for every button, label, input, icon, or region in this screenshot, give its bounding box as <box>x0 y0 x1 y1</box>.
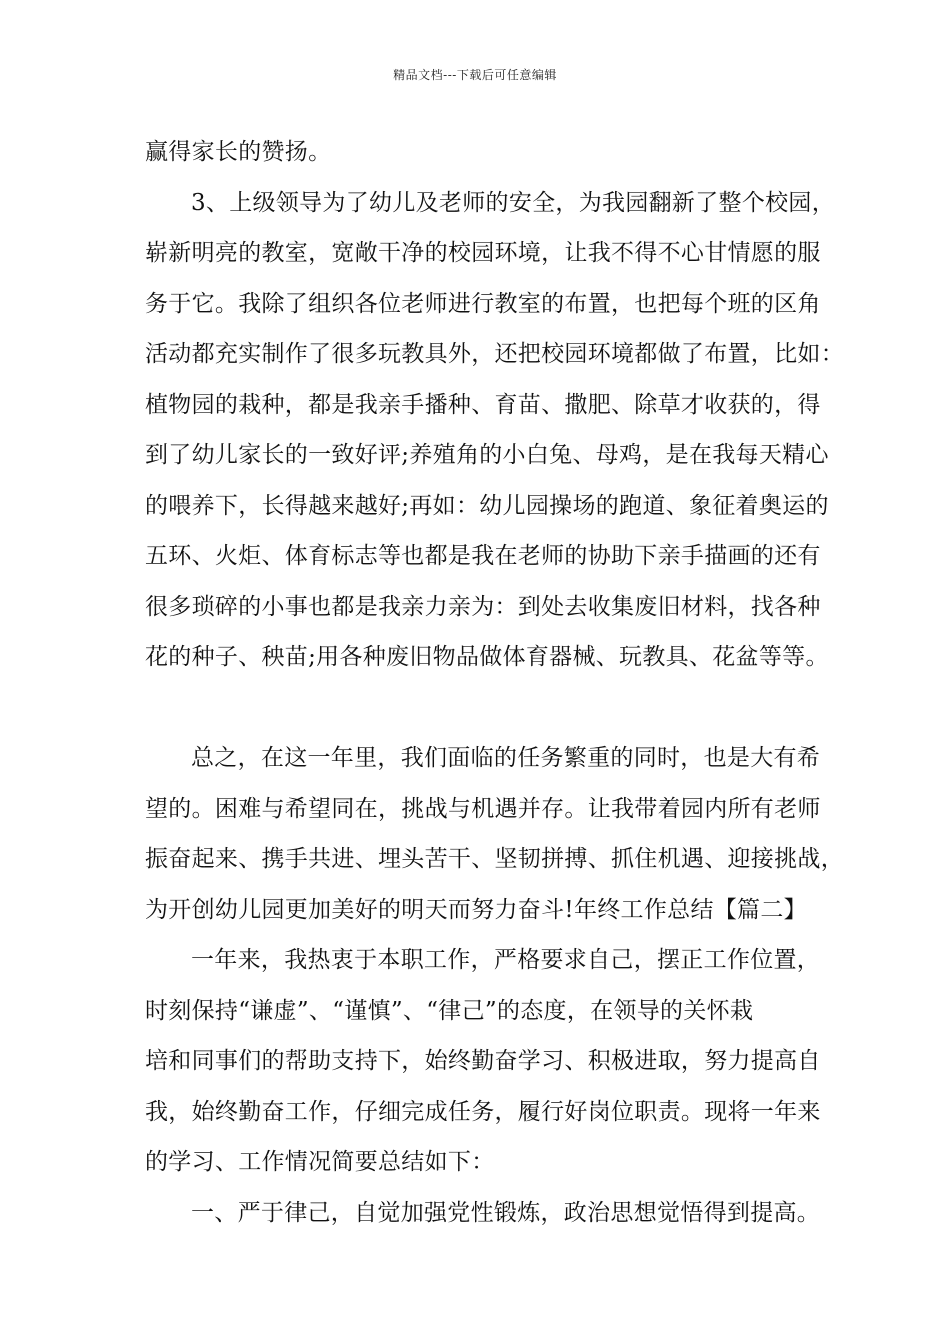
paragraph-gap <box>145 683 810 734</box>
text-line: 一年来，我热衷于本职工作，严格要求自己，摆正工作位置， <box>191 947 821 973</box>
text-line: 的学习、工作情况简要总结如下： <box>145 1149 495 1175</box>
text-line: 为开创幼儿园更加美好的明天而努力奋斗!年终工作总结【篇二】 <box>145 896 807 923</box>
text-line: 我，始终勤奋工作，仔细完成任务，履行好岗位职责。现将一年来 <box>145 1098 821 1125</box>
text-line: 一、严于律己，自觉加强党性锻炼，政治思想觉悟得到提高。 <box>191 1199 821 1226</box>
text-line: 望的。困难与希望同在，挑战与机遇并存。让我带着园内所有老师 <box>145 795 821 822</box>
text-line: 3、上级领导为了幼儿及老师的安全，为我园翻新了整个校园， <box>191 189 836 216</box>
text-line: 振奋起来、携手共进、埋头苦干、坚韧拼搏、抓住机遇、迎接挑战， <box>145 846 844 872</box>
text-line: 到了幼儿家长的一致好评;养殖角的小白兔、母鸡，是在我每天精心 <box>145 442 829 468</box>
page-header: 精品文档---下载后可任意编辑 <box>393 68 557 82</box>
text-line: 的喂养下，长得越来越好;再如：幼儿园操场的跑道、象征着奥运的 <box>145 492 829 519</box>
document-body <box>145 127 844 1238</box>
text-line: 崭新明亮的教室，宽敞干净的校园环境，让我不得不心甘情愿的服 <box>145 240 821 266</box>
text-line: 活动都充实制作了很多玩教具外，还把校园环境都做了布置，比如： <box>145 341 844 367</box>
text-line: 五环、火炬、体育标志等也都是我在老师的协助下亲手描画的还有 <box>145 543 821 569</box>
text-line: 培和同事们的帮助支持下，始终勤奋学习、积极进取，努力提高自 <box>145 1048 821 1074</box>
text-line: 总之，在这一年里，我们面临的任务繁重的同时，也是大有希 <box>191 745 821 771</box>
text-line: 务于它。我除了组织各位老师进行教室的布置，也把每个班的区角 <box>145 290 821 317</box>
text-line: 植物园的栽种，都是我亲手播种、育苗、撒肥、除草才收获的，得 <box>145 391 821 418</box>
text-line: 赢得家长的赞扬。 <box>145 139 332 165</box>
text-line: 时刻保持“谦虚”、“谨慎”、“律己”的态度，在领导的关怀栽 <box>145 997 754 1024</box>
text-line: 花的种子、秧苗;用各种废旧物品做体育器械、玩教具、花盆等等。 <box>145 644 829 670</box>
text-line: 很多琐碎的小事也都是我亲力亲为：到处去收集废旧材料，找各种 <box>145 593 821 620</box>
